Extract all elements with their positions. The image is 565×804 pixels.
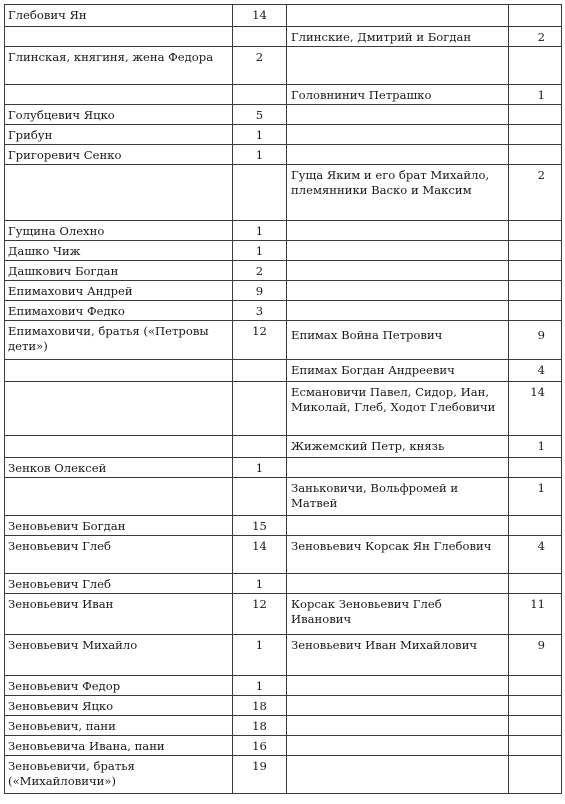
right-name-cell xyxy=(287,241,509,261)
genealogy-table xyxy=(4,4,562,794)
table-row xyxy=(5,5,562,27)
table-row xyxy=(5,716,562,736)
left-name-cell: Епимахович Федко xyxy=(5,301,233,321)
table-row xyxy=(5,125,562,145)
left-count-cell: 1 xyxy=(233,574,287,594)
right-name-cell xyxy=(287,516,509,536)
table-row xyxy=(5,85,562,105)
left-name-cell: Епимаховичи, братья («Петровы дети») xyxy=(5,321,233,360)
right-count-cell xyxy=(509,756,562,794)
left-name-cell: Гущина Олехно xyxy=(5,221,233,241)
right-name-cell xyxy=(287,696,509,716)
left-count-cell xyxy=(233,478,287,516)
table-row xyxy=(5,635,562,676)
right-name-cell: Епимах Война Петрович xyxy=(287,321,509,360)
left-count-cell xyxy=(233,85,287,105)
left-count-cell xyxy=(233,360,287,382)
right-count-cell xyxy=(509,261,562,281)
right-name-cell: Жижемский Петр, князь xyxy=(287,436,509,458)
right-count-cell xyxy=(509,47,562,85)
right-count-cell xyxy=(509,281,562,301)
left-name-cell: Зеновьевич Глеб xyxy=(5,536,233,574)
left-count-cell: 5 xyxy=(233,105,287,125)
right-count-cell xyxy=(509,301,562,321)
right-name-cell xyxy=(287,47,509,85)
table-row xyxy=(5,756,562,794)
table-row xyxy=(5,458,562,478)
left-name-cell: Зеновьевича Ивана, пани xyxy=(5,736,233,756)
left-count-cell xyxy=(233,165,287,221)
left-name-cell xyxy=(5,360,233,382)
right-count-cell xyxy=(509,696,562,716)
right-name-cell xyxy=(287,676,509,696)
right-count-cell xyxy=(509,676,562,696)
right-count-cell: 1 xyxy=(509,478,562,516)
table-row xyxy=(5,145,562,165)
left-name-cell: Глебович Ян xyxy=(5,5,233,27)
right-name-cell xyxy=(287,145,509,165)
right-count-cell: 11 xyxy=(509,594,562,635)
right-count-cell xyxy=(509,105,562,125)
table-row xyxy=(5,360,562,382)
left-count-cell: 14 xyxy=(233,5,287,27)
right-name-cell: Зеновьевич Корсак Ян Глебович xyxy=(287,536,509,574)
left-count-cell: 1 xyxy=(233,221,287,241)
left-count-cell: 1 xyxy=(233,635,287,676)
table-row xyxy=(5,574,562,594)
left-count-cell xyxy=(233,436,287,458)
right-name-cell: Головнинич Петрашко xyxy=(287,85,509,105)
left-count-cell: 2 xyxy=(233,261,287,281)
left-name-cell: Епимахович Андрей xyxy=(5,281,233,301)
table-row xyxy=(5,516,562,536)
table-row xyxy=(5,27,562,47)
left-name-cell: Зеновьевич Яцко xyxy=(5,696,233,716)
left-count-cell: 1 xyxy=(233,458,287,478)
left-name-cell: Зеновьевич, пани xyxy=(5,716,233,736)
table-row xyxy=(5,536,562,574)
left-count-cell: 18 xyxy=(233,716,287,736)
right-count-cell: 9 xyxy=(509,635,562,676)
table-row xyxy=(5,736,562,756)
table-row xyxy=(5,241,562,261)
right-name-cell xyxy=(287,281,509,301)
right-name-cell: Корсак Зеновьевич Глеб Иванович xyxy=(287,594,509,635)
right-count-cell xyxy=(509,458,562,478)
right-name-cell xyxy=(287,574,509,594)
left-name-cell: Григоревич Сенко xyxy=(5,145,233,165)
left-count-cell: 19 xyxy=(233,756,287,794)
right-name-cell xyxy=(287,105,509,125)
right-name-cell xyxy=(287,261,509,281)
right-count-cell xyxy=(509,241,562,261)
right-name-cell xyxy=(287,716,509,736)
left-name-cell: Зеновьевич Михайло xyxy=(5,635,233,676)
right-count-cell: 1 xyxy=(509,436,562,458)
right-count-cell xyxy=(509,716,562,736)
left-count-cell: 16 xyxy=(233,736,287,756)
left-count-cell: 1 xyxy=(233,145,287,165)
table-row xyxy=(5,676,562,696)
left-name-cell xyxy=(5,85,233,105)
right-count-cell: 9 xyxy=(509,321,562,360)
right-name-cell: Есмановичи Павел, Сидор, Иан, Миколай, Глеб, Ходот Глебовичи xyxy=(287,382,509,436)
table-row xyxy=(5,301,562,321)
left-name-cell xyxy=(5,478,233,516)
table-row xyxy=(5,47,562,85)
left-count-cell: 2 xyxy=(233,47,287,85)
right-count-cell xyxy=(509,574,562,594)
right-count-cell: 1 xyxy=(509,85,562,105)
right-count-cell xyxy=(509,125,562,145)
document-page xyxy=(4,4,561,800)
right-count-cell: 14 xyxy=(509,382,562,436)
right-count-cell xyxy=(509,5,562,27)
left-name-cell: Дашкович Богдан xyxy=(5,261,233,281)
right-count-cell xyxy=(509,145,562,165)
left-count-cell xyxy=(233,382,287,436)
right-name-cell: Зеновьевич Иван Михайлович xyxy=(287,635,509,676)
left-name-cell: Зенков Олексей xyxy=(5,458,233,478)
right-count-cell xyxy=(509,221,562,241)
left-count-cell: 1 xyxy=(233,241,287,261)
left-name-cell: Зеновьевич Иван xyxy=(5,594,233,635)
left-count-cell: 1 xyxy=(233,676,287,696)
right-count-cell xyxy=(509,736,562,756)
right-name-cell: Заньковичи, Вольфромей и Матвей xyxy=(287,478,509,516)
table-row xyxy=(5,436,562,458)
right-count-cell: 2 xyxy=(509,165,562,221)
table-row xyxy=(5,261,562,281)
right-name-cell: Гуща Яким и его брат Михайло, племянники Васко и Максим xyxy=(287,165,509,221)
table-row xyxy=(5,594,562,635)
left-name-cell: Зеновьевичи, братья («Михайловичи») xyxy=(5,756,233,794)
right-name-cell: Епимах Богдан Андреевич xyxy=(287,360,509,382)
right-count-cell: 4 xyxy=(509,536,562,574)
right-count-cell: 2 xyxy=(509,27,562,47)
left-count-cell: 18 xyxy=(233,696,287,716)
left-count-cell: 3 xyxy=(233,301,287,321)
left-name-cell xyxy=(5,165,233,221)
table-row xyxy=(5,478,562,516)
table-row xyxy=(5,105,562,125)
left-name-cell: Глинская, княгиня, жена Федора xyxy=(5,47,233,85)
right-count-cell xyxy=(509,516,562,536)
left-count-cell: 14 xyxy=(233,536,287,574)
table-row xyxy=(5,165,562,221)
left-name-cell: Дашко Чиж xyxy=(5,241,233,261)
left-name-cell xyxy=(5,382,233,436)
left-name-cell xyxy=(5,27,233,47)
right-name-cell: Глинские, Дмитрий и Богдан xyxy=(287,27,509,47)
left-name-cell: Зеновьевич Богдан xyxy=(5,516,233,536)
table-row xyxy=(5,281,562,301)
right-name-cell xyxy=(287,458,509,478)
table-row xyxy=(5,696,562,716)
right-name-cell xyxy=(287,5,509,27)
left-name-cell: Голубцевич Яцко xyxy=(5,105,233,125)
table-row xyxy=(5,382,562,436)
table-row xyxy=(5,321,562,360)
left-name-cell xyxy=(5,436,233,458)
right-name-cell xyxy=(287,756,509,794)
left-name-cell: Грибун xyxy=(5,125,233,145)
table-row xyxy=(5,221,562,241)
left-name-cell: Зеновьевич Федор xyxy=(5,676,233,696)
left-count-cell: 9 xyxy=(233,281,287,301)
left-count-cell xyxy=(233,27,287,47)
left-count-cell: 15 xyxy=(233,516,287,536)
right-name-cell xyxy=(287,736,509,756)
right-name-cell xyxy=(287,125,509,145)
right-name-cell xyxy=(287,301,509,321)
left-count-cell: 12 xyxy=(233,594,287,635)
left-count-cell: 1 xyxy=(233,125,287,145)
right-name-cell xyxy=(287,221,509,241)
left-count-cell: 12 xyxy=(233,321,287,360)
right-count-cell: 4 xyxy=(509,360,562,382)
left-name-cell: Зеновьевич Глеб xyxy=(5,574,233,594)
